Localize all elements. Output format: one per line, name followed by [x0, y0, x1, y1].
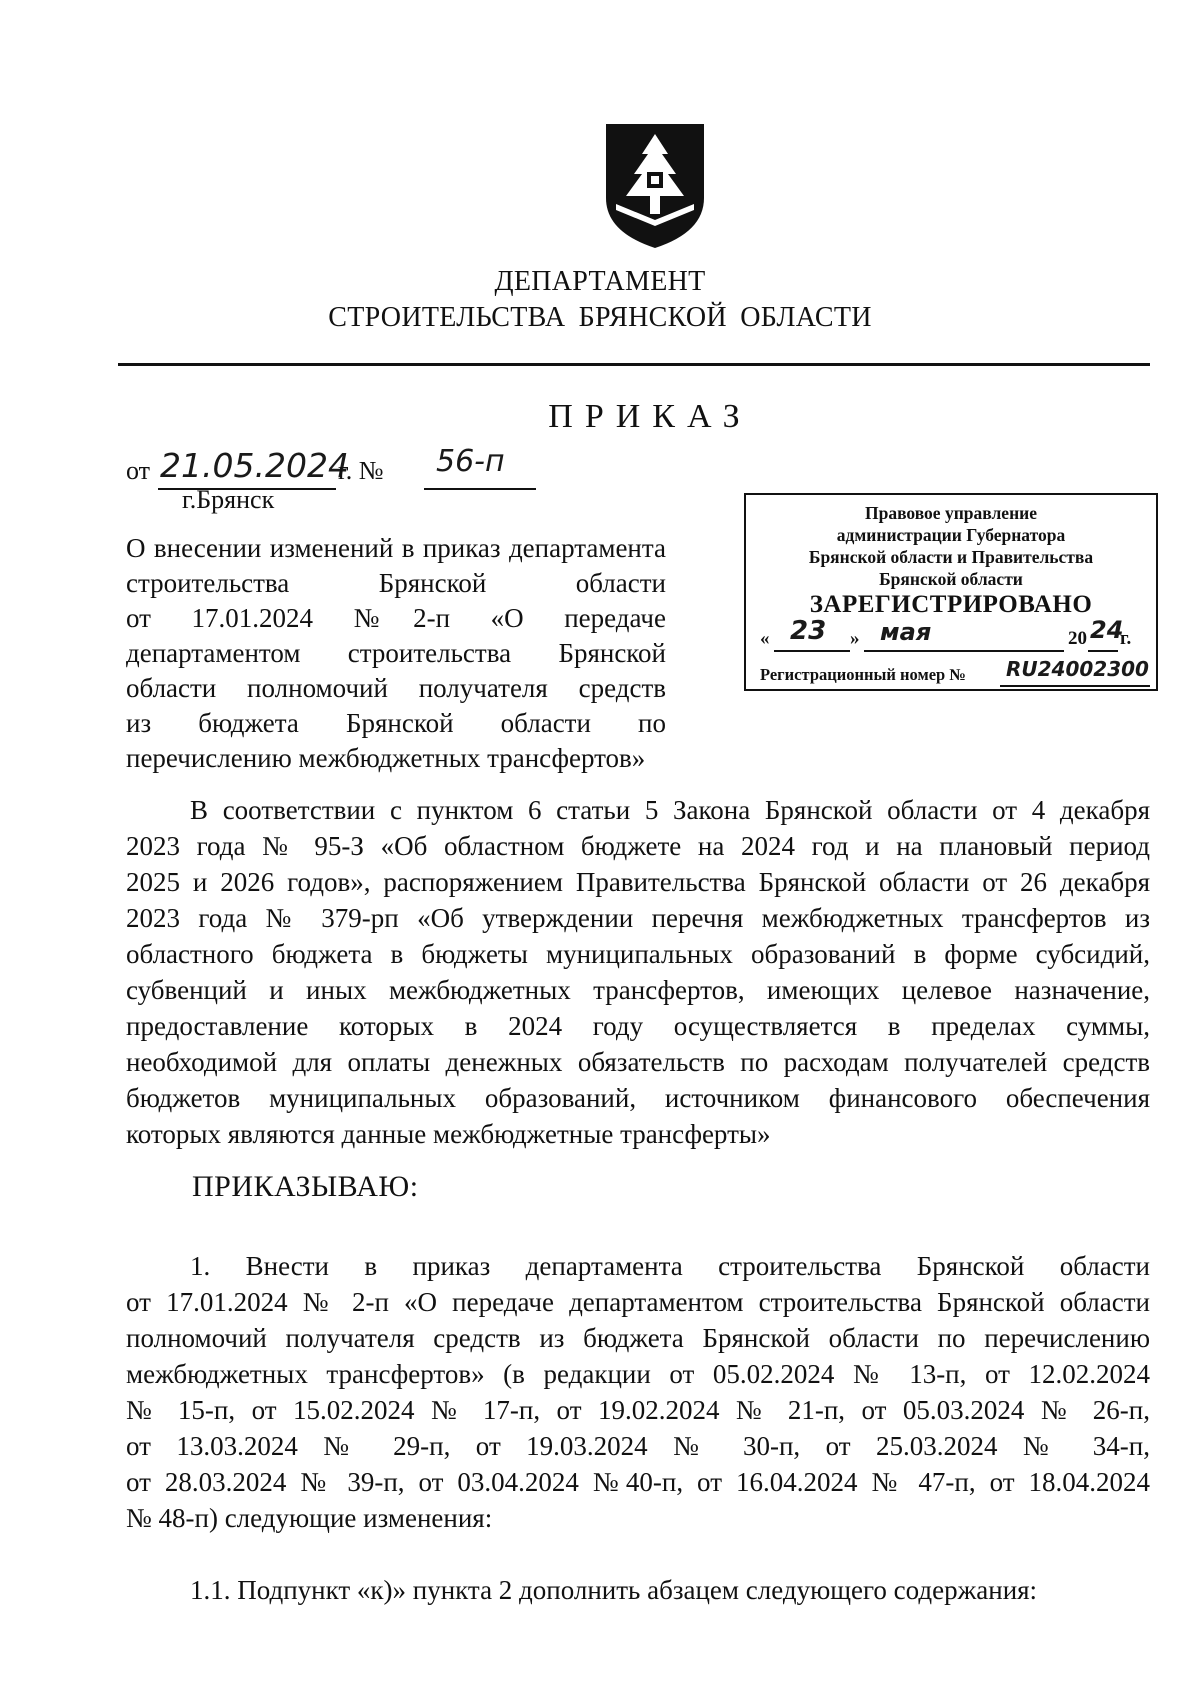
stamp-registered-label: ЗАРЕГИСТРИРОВАНО [809, 591, 1093, 618]
preamble-line: которых являются данные межбюджетные трансферты» [126, 1119, 771, 1149]
department-name-line-1: ДЕПАРТАМЕНТ [494, 266, 706, 297]
stamp-year-prefix: 20 [1068, 628, 1087, 649]
stamp-handwritten-day: 23 [790, 616, 827, 646]
number-underline [424, 488, 536, 490]
stamp-day-underline [774, 650, 850, 652]
coat-of-arms-icon [598, 120, 712, 252]
stamp-line: Правовое управление [864, 503, 1038, 523]
stamp-line: Брянской области [879, 569, 1023, 589]
preamble-line: предоставление которых в 2024 году осуществляется в пределах суммы, [126, 1011, 1150, 1041]
department-name-line-2: СТРОИТЕЛЬСТВА БРЯНСКОЙ ОБЛАСТИ [328, 302, 872, 333]
date-prefix: от [126, 456, 151, 485]
subject-line: департаментом строительства Брянской [126, 638, 666, 668]
subject-line: строительства Брянской области [126, 568, 666, 598]
date-year-number-label: г. № [338, 456, 384, 485]
stamp-close-quote: » [850, 628, 860, 649]
preamble-line: бюджетов муниципальных образований, источником финансового обеспечения [126, 1083, 1150, 1113]
stamp-date [760, 616, 1144, 656]
stamp-reg-number-label: Регистрационный номер № [760, 665, 966, 684]
preamble-line: 2023 года № 95-З «Об областном бюджете на 2024 год и на плановый период [126, 831, 1150, 861]
preamble-line: 2025 и 2026 годов», распоряжением Правительства Брянской области от 26 декабря [126, 867, 1150, 897]
preamble-line: В соответствии с пунктом 6 статьи 5 Закона Брянской области от 4 декабря [190, 795, 1150, 825]
item-1-paragraph [126, 1248, 1150, 1536]
item-1-line: полномочий получателя средств из бюджета Брянской области по перечислению [126, 1323, 1150, 1353]
item-1-line: от 28.03.2024 № 39-п, от 03.04.2024 №40-п, от 16.04.2024 № 47-п, от 18.04.2024 [126, 1467, 1150, 1497]
item-1-line: № 48-п) следующие изменения: [126, 1503, 493, 1533]
document-title: ПРИКАЗ [548, 398, 752, 435]
preamble-paragraph [126, 792, 1150, 1152]
handwritten-date: 21.05.2024 [160, 446, 349, 485]
preamble-line: областного бюджета в бюджеты муниципальных образований в форме субсидий, [126, 939, 1150, 969]
item-1-1-paragraph [126, 1572, 1150, 1608]
preamble-line: необходимой для оплаты денежных обязательств по расходам получателей средств [126, 1047, 1150, 1077]
subject-line: перечислению межбюджетных трансфертов» [126, 743, 646, 773]
item-1-line: 1. Внести в приказ департамента строительства Брянской области [190, 1251, 1150, 1281]
subject-line: О внесении изменений в приказ департамента [126, 533, 666, 563]
stamp-reg-underline [1000, 685, 1150, 687]
stamp-handwritten-month: мая [880, 618, 932, 646]
item-1-line: от 17.01.2024 № 2-п «О передаче департаментом строительства Брянской области [126, 1287, 1150, 1317]
stamp-handwritten-reg-number: RU24002300 [1006, 657, 1149, 681]
stamp-line: администрации Губернатора [836, 525, 1066, 545]
stamp-open-quote: « [760, 628, 770, 649]
subject-line: области полномочий получателя средств [126, 673, 666, 703]
preamble-line: субвенций и иных межбюджетных трансфертов, имеющих целевое назначение, [126, 975, 1150, 1005]
handwritten-order-number: 56-п [436, 444, 505, 479]
stamp-year-underline [1088, 650, 1118, 652]
item-1-line: от 13.03.2024 № 29-п, от 19.03.2024 № 30-п, от 25.03.2024 № 34-п, [126, 1431, 1150, 1461]
registration-stamp [744, 493, 1158, 691]
stamp-month-underline [864, 650, 1064, 652]
order-subject [126, 531, 666, 776]
header-divider [118, 363, 1150, 366]
preamble-line: 2023 года № 379-рп «Об утверждении перечня межбюджетных трансфертов из [126, 903, 1150, 933]
stamp-handwritten-year: 24 [1090, 616, 1124, 644]
city-name: г.Брянск [182, 485, 275, 514]
subject-line: от 17.01.2024 №2-п «О передаче [126, 603, 666, 633]
stamp-year-suffix: г. [1120, 628, 1132, 649]
item-1-1-line: 1.1. Подпункт «к)» пункта 2 дополнить абзацем следующего содержания: [190, 1575, 1038, 1605]
subject-line: из бюджета Брянской области по [126, 708, 666, 738]
order-directive: ПРИКАЗЫВАЮ: [192, 1170, 419, 1203]
stamp-registration-number [760, 657, 1152, 689]
item-1-line: № 15-п, от 15.02.2024 № 17-п, от 19.02.2024 № 21-п, от 05.03.2024 № 26-п, [126, 1395, 1150, 1425]
stamp-line: Брянской области и Правительства [808, 547, 1094, 567]
item-1-line: межбюджетных трансфертов» (в редакции от 05.02.2024 № 13-п, от 12.02.2024 [126, 1359, 1150, 1389]
